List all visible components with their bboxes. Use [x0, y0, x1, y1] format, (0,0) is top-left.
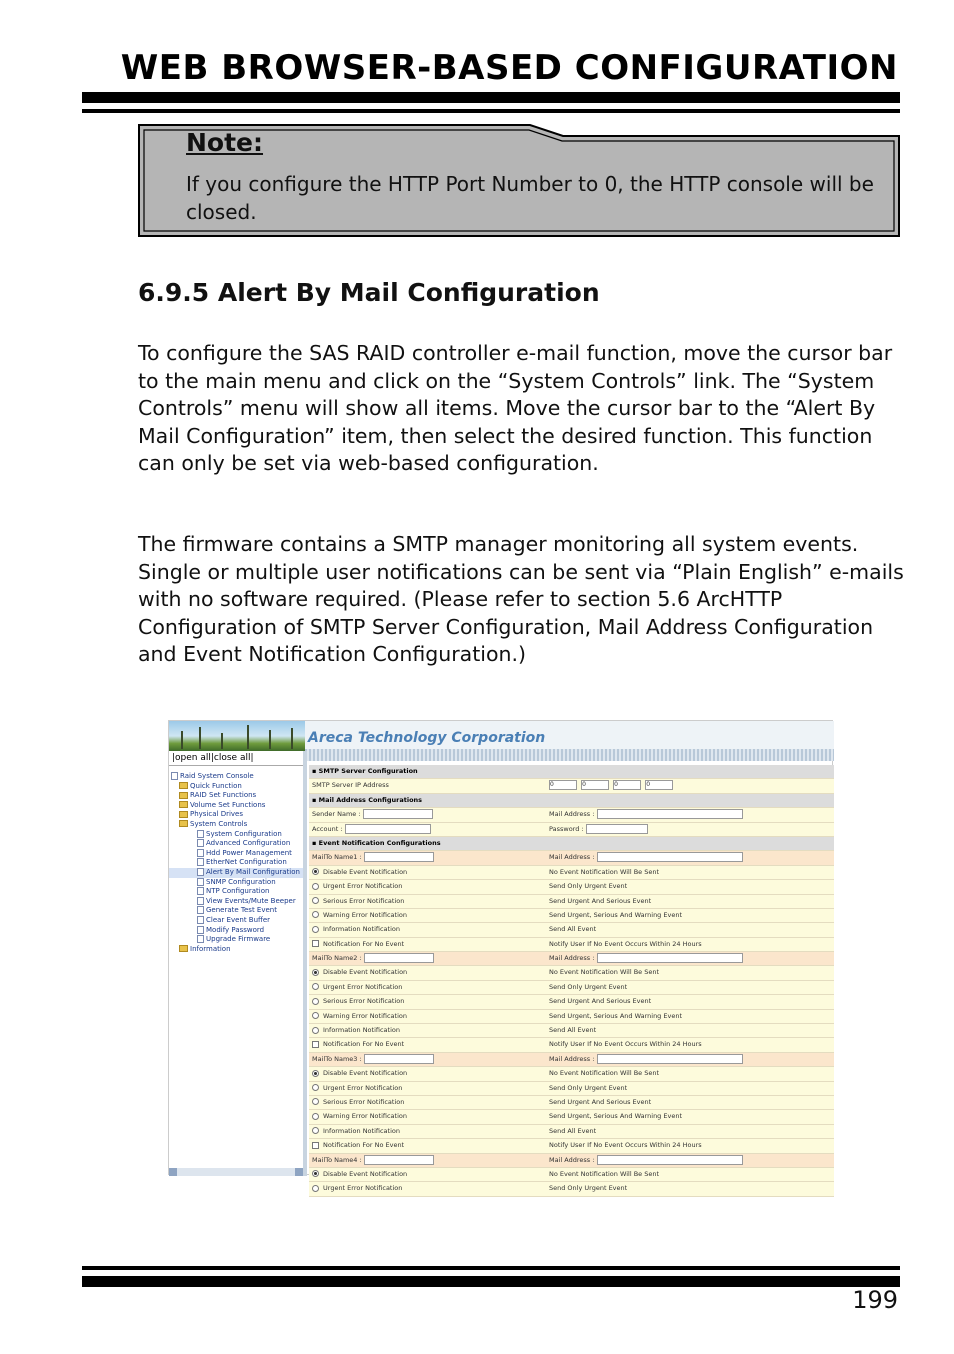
- tree-sub-ethernet-configuration[interactable]: EtherNet Configuration: [169, 858, 303, 868]
- paragraph-2: The firmware contains a SMTP manager monitoring all system events. Single or multiple user notifications can be sent via “Plain English” e-mails with no software required. (Please refer to section 5.6 ArcHTTP Configuration of SMTP Server Configuration, Mail Address Configuration and Event Notification Configuration.): [138, 532, 904, 666]
- mailto-address-2-input[interactable]: [597, 953, 743, 963]
- tree-sub-hdd-power-management[interactable]: Hdd Power Management: [169, 849, 303, 859]
- radio-icon[interactable]: [312, 897, 319, 904]
- note-text: If you configure the HTTP Port Number to 0, the HTTP console will be closed.: [186, 172, 874, 224]
- mail-section-header: ▪ Mail Address Configurations: [309, 794, 834, 808]
- radio-icon[interactable]: [312, 883, 319, 890]
- radio-icon[interactable]: [312, 1113, 319, 1120]
- page-icon: [197, 858, 204, 866]
- tree-item-physical-drives[interactable]: Physical Drives: [169, 810, 303, 820]
- sidebar-scrollbar[interactable]: [169, 1168, 303, 1176]
- footer-rule-thick: [82, 1266, 900, 1270]
- radio-icon[interactable]: [312, 1098, 319, 1105]
- smtp-ip-row: SMTP Server IP Address 0 0 0 0: [309, 779, 834, 793]
- page-icon: [197, 897, 204, 905]
- mailto-row-2: MailTo Name2 : Mail Address :: [309, 952, 834, 966]
- tree-sub-snmp-configuration[interactable]: SNMP Configuration: [169, 878, 303, 888]
- radio-icon[interactable]: [312, 926, 319, 933]
- page-icon: [197, 830, 204, 838]
- option-row[interactable]: Information Notification Send All Event: [309, 1024, 834, 1038]
- radio-icon[interactable]: [312, 911, 319, 918]
- radio-selected-icon[interactable]: [312, 1070, 319, 1077]
- page-icon: [197, 887, 204, 895]
- sender-name-input[interactable]: [363, 809, 433, 819]
- banner-strip: [305, 749, 834, 761]
- tree-item-quick-function[interactable]: Quick Function: [169, 782, 303, 792]
- option-row[interactable]: Notification For No Event Notify User If No Event Occurs Within 24 Hours: [309, 1139, 834, 1153]
- option-row[interactable]: Urgent Error Notification Send Only Urgent Event: [309, 1182, 834, 1196]
- radio-icon[interactable]: [312, 1127, 319, 1134]
- smtp-ip-octet-3[interactable]: 0: [613, 780, 641, 790]
- tree-root[interactable]: Raid System Console: [169, 772, 303, 782]
- account-row: Account : Password :: [309, 823, 834, 837]
- smtp-section-header: ▪ SMTP Server Configuration: [309, 765, 834, 779]
- radio-icon[interactable]: [312, 1084, 319, 1091]
- tree-sub-upgrade-firmware[interactable]: Upgrade Firmware: [169, 935, 303, 945]
- option-row[interactable]: Information Notification Send All Event: [309, 923, 834, 937]
- tree-sub-clear-event-buffer[interactable]: Clear Event Buffer: [169, 916, 303, 926]
- smtp-ip-octet-4[interactable]: 0: [645, 780, 673, 790]
- option-row[interactable]: Serious Error Notification Send Urgent And Serious Event: [309, 1096, 834, 1110]
- tree-sub-view-events[interactable]: View Events/Mute Beeper: [169, 897, 303, 907]
- checkbox-icon[interactable]: [312, 940, 319, 947]
- folder-open-icon: [179, 820, 188, 827]
- smtp-ip-octet-1[interactable]: 0: [549, 780, 577, 790]
- page-icon: [197, 878, 204, 886]
- tree-sub-ntp-configuration[interactable]: NTP Configuration: [169, 887, 303, 897]
- folder-icon: [179, 811, 188, 818]
- banner-palm-image: [169, 721, 305, 751]
- checkbox-icon[interactable]: [312, 1142, 319, 1149]
- nav-tree: [169, 772, 303, 954]
- page-icon: [197, 916, 204, 924]
- option-row[interactable]: Notification For No Event Notify User If No Event Occurs Within 24 Hours: [309, 938, 834, 952]
- section-title: 6.9.5 Alert By Mail Configuration: [138, 278, 600, 307]
- option-row[interactable]: Urgent Error Notification Send Only Urgent Event: [309, 1082, 834, 1096]
- tree-sub-advanced-configuration[interactable]: Advanced Configuration: [169, 839, 303, 849]
- option-row[interactable]: Disable Event Notification No Event Notification Will Be Sent: [309, 1067, 834, 1081]
- mailto-name-4-input[interactable]: [364, 1155, 434, 1165]
- page-icon: [197, 906, 204, 914]
- password-input[interactable]: [586, 824, 648, 834]
- console-banner: [169, 721, 834, 751]
- note-title: Note:: [186, 128, 264, 157]
- console-main-form: [309, 765, 834, 1193]
- folder-icon: [179, 792, 188, 799]
- sender-row: Sender Name : Mail Address :: [309, 808, 834, 822]
- option-row[interactable]: Notification For No Event Notify User If No Event Occurs Within 24 Hours: [309, 1038, 834, 1052]
- page-icon: [197, 839, 204, 847]
- option-row[interactable]: Urgent Error Notification Send Only Urgent Event: [309, 880, 834, 894]
- page-number: 199: [852, 1286, 898, 1314]
- page-icon: [197, 849, 204, 857]
- page-icon: [197, 935, 204, 943]
- tree-sub-generate-test-event[interactable]: Generate Test Event: [169, 906, 303, 916]
- option-row[interactable]: Disable Event Notification No Event Notification Will Be Sent: [309, 1168, 834, 1182]
- radio-selected-icon[interactable]: [312, 868, 319, 875]
- web-console-screenshot: [168, 720, 833, 1193]
- header-rule-thick: [82, 92, 900, 103]
- option-row[interactable]: Urgent Error Notification Send Only Urgent Event: [309, 981, 834, 995]
- mailto-row-4: MailTo Name4 : Mail Address :: [309, 1154, 834, 1168]
- sender-mail-input[interactable]: [597, 809, 743, 819]
- option-row[interactable]: Warning Error Notification Send Urgent, Serious And Warning Event: [309, 1010, 834, 1024]
- radio-icon[interactable]: [312, 998, 319, 1005]
- page-icon: [197, 926, 204, 934]
- mailto-address-3-input[interactable]: [597, 1054, 743, 1064]
- option-row[interactable]: Disable Event Notification No Event Notification Will Be Sent: [309, 866, 834, 880]
- option-row[interactable]: Warning Error Notification Send Urgent, Serious And Warning Event: [309, 909, 834, 923]
- tree-sub-modify-password[interactable]: Modify Password: [169, 926, 303, 936]
- radio-selected-icon[interactable]: [312, 1170, 319, 1177]
- open-close-all-links[interactable]: |open all|close all|: [169, 751, 303, 766]
- footer-rule-thin: [82, 1276, 900, 1287]
- folder-icon: [179, 801, 188, 808]
- radio-selected-icon[interactable]: [312, 969, 319, 976]
- mailto-row-3: MailTo Name3 : Mail Address :: [309, 1053, 834, 1067]
- page-header-title: WEB BROWSER-BASED CONFIGURATION: [120, 48, 898, 88]
- radio-icon[interactable]: [312, 983, 319, 990]
- account-input[interactable]: [345, 824, 431, 834]
- mailto-row-1: MailTo Name1 : Mail Address :: [309, 851, 834, 865]
- console-sidebar: [169, 751, 307, 1176]
- smtp-ip-octet-2[interactable]: 0: [581, 780, 609, 790]
- option-row[interactable]: Warning Error Notification Send Urgent, Serious And Warning Event: [309, 1110, 834, 1124]
- event-section-header: ▪ Event Notification Configurations: [309, 837, 834, 851]
- tree-sub-system-configuration[interactable]: System Configuration: [169, 830, 303, 840]
- radio-icon[interactable]: [312, 1027, 319, 1034]
- folder-icon: [179, 782, 188, 789]
- tree-item-information[interactable]: Information: [169, 945, 303, 955]
- mailto-name-1-input[interactable]: [364, 852, 434, 862]
- tree-item-system-controls[interactable]: System Controls: [169, 820, 303, 830]
- mailto-address-1-input[interactable]: [597, 852, 743, 862]
- tree-item-raid-set-functions[interactable]: RAID Set Functions: [169, 791, 303, 801]
- mailto-address-4-input[interactable]: [597, 1155, 743, 1165]
- brand-name: Areca Technology Corporation: [308, 730, 546, 746]
- radio-icon[interactable]: [312, 1012, 319, 1019]
- radio-icon[interactable]: [312, 1185, 319, 1192]
- console-icon: [171, 772, 178, 780]
- paragraph-1: To configure the SAS RAID controller e-mail function, move the cursor bar to the main menu and click on the “System Controls” link. The “System Controls” menu will show all items. Move the cursor bar to the “Alert By Mail Configuration” item, then select the desired function. This function can only be set via web-based configuration.: [138, 341, 893, 475]
- header-rule-thin: [82, 109, 900, 113]
- option-row[interactable]: Information Notification Send All Event: [309, 1125, 834, 1139]
- tree-item-volume-set-functions[interactable]: Volume Set Functions: [169, 801, 303, 811]
- tree-sub-alert-by-mail[interactable]: Alert By Mail Configuration: [169, 868, 303, 878]
- page-icon: [197, 868, 204, 876]
- option-row[interactable]: Serious Error Notification Send Urgent And Serious Event: [309, 895, 834, 909]
- note-box: [138, 124, 900, 237]
- mailto-name-2-input[interactable]: [364, 953, 434, 963]
- mailto-name-3-input[interactable]: [364, 1054, 434, 1064]
- option-row[interactable]: Disable Event Notification No Event Notification Will Be Sent: [309, 966, 834, 980]
- checkbox-icon[interactable]: [312, 1041, 319, 1048]
- folder-icon: [179, 945, 188, 952]
- option-row[interactable]: Serious Error Notification Send Urgent And Serious Event: [309, 995, 834, 1009]
